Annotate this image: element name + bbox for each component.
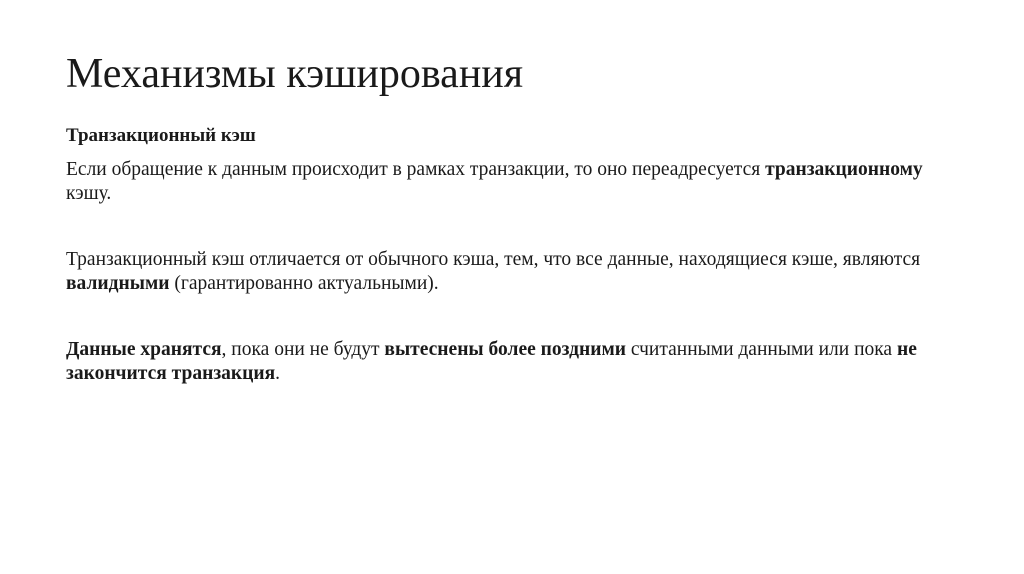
paragraph-text: (гарантированно актуальными). (169, 273, 439, 294)
slide-title: Механизмы кэширования (66, 51, 524, 97)
emphasis-evicted: вытеснены более поздними (384, 339, 626, 360)
paragraph-text: , пока они не будут (221, 339, 385, 360)
paragraph-storage (66, 338, 946, 386)
emphasis-transaction-end: не закончится транзакция (66, 339, 917, 384)
emphasis-valid: валидными (66, 273, 170, 294)
slide-content (66, 124, 946, 386)
subheading: Транзакционный кэш (66, 125, 256, 146)
paragraph-text: считанными данными или пока (625, 339, 897, 360)
paragraph-text: . (275, 363, 281, 384)
emphasis-data-stored: Данные хранятся (66, 339, 222, 360)
paragraph-validity (66, 248, 946, 296)
paragraph-text: кэшу. (66, 183, 112, 204)
paragraph-redirect (66, 158, 946, 206)
paragraph-text: Транзакционный кэш отличается от обычного кэша, тем, что все данные, находящиеся кэше, являются (66, 249, 921, 270)
paragraph-text: Если обращение к данным происходит в рамках транзакции, то оно переадресуется (66, 159, 766, 180)
emphasis-transactional: транзакционному (765, 159, 923, 180)
